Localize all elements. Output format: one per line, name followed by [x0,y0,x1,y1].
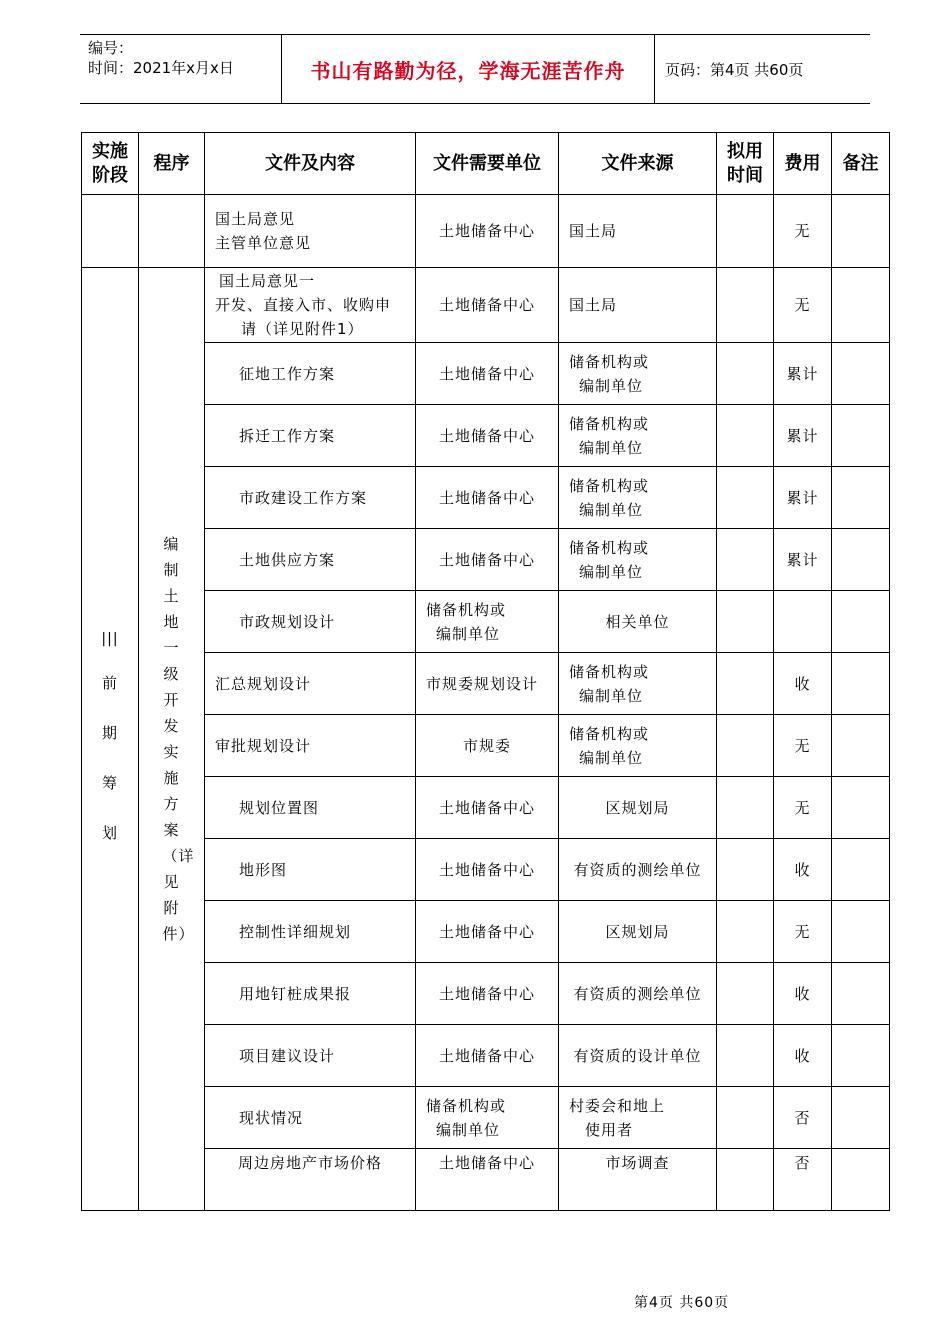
unit-cell: 土地储备中心 [416,1025,559,1087]
unit-cell: 储备机构或 编制单位 [416,591,559,653]
time-cell [717,405,774,467]
source-cell: 储备机构或 编制单位 [559,653,717,715]
fee-cell: 无 [774,195,832,268]
fee-cell: 累计 [774,343,832,405]
fee-cell: 收 [774,653,832,715]
time-cell [717,839,774,901]
header-unit: 文件需要单位 [416,133,559,195]
fee-cell: 无 [774,777,832,839]
program-label: 编制土地一级开发实施方案（详见附件） [162,535,195,943]
content-cell: 现状情况 [205,1087,416,1149]
header-motto: 书山有路勤为径，学海无涯苦作舟 [281,35,655,103]
header-note: 备注 [832,133,890,195]
unit-cell: 土地储备中心 [416,529,559,591]
note-cell [832,777,890,839]
fee-cell: 收 [774,963,832,1025]
note-cell [832,591,890,653]
unit-cell: 土地储备中心 [416,268,559,343]
fee-cell: 否 [774,1087,832,1149]
fee-cell: 无 [774,901,832,963]
source-cell: 储备机构或 编制单位 [559,405,717,467]
content-cell: 拆迁工作方案 [205,405,416,467]
content-cell: 征地工作方案 [205,343,416,405]
source-cell: 区规划局 [559,901,717,963]
source-cell: 村委会和地上 使用者 [559,1087,717,1149]
time-cell [717,268,774,343]
source-cell: 相关单位 [559,591,717,653]
note-cell [832,653,890,715]
source-cell: 国土局 [559,268,717,343]
page-footer: 第4页 共60页 [634,1295,730,1311]
content-cell: 土地供应方案 [205,529,416,591]
unit-cell: 市规委规划设计 [416,653,559,715]
table-row [82,195,890,268]
time-cell [717,715,774,777]
fee-cell: 否 [774,1149,832,1211]
time-cell [717,901,774,963]
program-cell-empty [139,195,205,268]
source-cell: 区规划局 [559,777,717,839]
content-cell: 周边房地产市场价格 [205,1149,416,1211]
note-cell [832,268,890,343]
unit-cell: 土地储备中心 [416,405,559,467]
time-label: 时间：2021年x月x日 [88,59,234,77]
content-cell: 项目建议设计 [205,1025,416,1087]
time-cell [717,195,774,268]
note-cell [832,195,890,268]
header-program: 程序 [139,133,205,195]
fee-cell: 累计 [774,405,832,467]
content-cell: 地形图 [205,839,416,901]
source-cell: 储备机构或 编制单位 [559,467,717,529]
unit-cell: 土地储备中心 [416,195,559,268]
unit-cell: 土地储备中心 [416,963,559,1025]
unit-cell: 土地储备中心 [416,839,559,901]
time-cell [717,467,774,529]
source-cell: 储备机构或 编制单位 [559,343,717,405]
fee-cell [774,591,832,653]
header-fee: 费用 [774,133,832,195]
source-cell: 有资质的测绘单位 [559,963,717,1025]
stage-cell [82,268,139,1211]
source-cell: 储备机构或 编制单位 [559,529,717,591]
content-cell: 国土局意见一 开发、直接入市、收购申 请（详见附件1） [205,268,416,343]
source-cell: 国土局 [559,195,717,268]
note-cell [832,963,890,1025]
note-cell [832,529,890,591]
note-cell [832,901,890,963]
time-cell [717,1149,774,1211]
note-cell [832,467,890,529]
page-header [80,34,870,104]
content-cell: 国土局意见 主管单位意见 [205,195,416,268]
unit-cell: 土地储备中心 [416,467,559,529]
fee-cell: 收 [774,839,832,901]
unit-cell: 土地储备中心 [416,777,559,839]
document-table [81,132,890,1211]
source-cell: 市场调查 [559,1149,717,1211]
content-cell: 市政规划设计 [205,591,416,653]
header-meta [80,35,280,103]
header-content: 文件及内容 [205,133,416,195]
time-cell [717,529,774,591]
note-cell [832,839,890,901]
fee-cell: 无 [774,715,832,777]
header-time: 拟用时间 [717,133,774,195]
time-cell [717,777,774,839]
content-cell: 汇总规划设计 [205,653,416,715]
content-cell: 规划位置图 [205,777,416,839]
unit-cell: 土地储备中心 [416,343,559,405]
unit-cell: 土地储备中心 [416,901,559,963]
time-cell [717,591,774,653]
table-header-row [82,133,890,195]
content-cell: 市政建设工作方案 [205,467,416,529]
table-row [82,268,890,343]
header-source: 文件来源 [559,133,717,195]
fee-cell: 无 [774,268,832,343]
content-cell: 用地钉桩成果报 [205,963,416,1025]
note-cell [832,343,890,405]
unit-cell: 土地储备中心 [416,1149,559,1211]
fee-cell: 累计 [774,529,832,591]
source-cell: 储备机构或 编制单位 [559,715,717,777]
source-cell: 有资质的测绘单位 [559,839,717,901]
time-cell [717,653,774,715]
note-cell [832,405,890,467]
stage-cell-empty [82,195,139,268]
time-cell [717,963,774,1025]
number-label: 编号： [88,39,134,57]
unit-cell: 储备机构或 编制单位 [416,1087,559,1149]
note-cell [832,1149,890,1211]
fee-cell: 收 [774,1025,832,1087]
time-cell [717,1025,774,1087]
header-stage: 实施阶段 [82,133,139,195]
program-cell [139,268,205,1211]
content-cell: 审批规划设计 [205,715,416,777]
note-cell [832,1025,890,1087]
stage-label: ||| 前 期 筹 划 [101,631,119,842]
content-cell: 控制性详细规划 [205,901,416,963]
time-cell [717,1087,774,1149]
fee-cell: 累计 [774,467,832,529]
header-page-info: 页码：第4页 共60页 [665,60,804,79]
unit-cell: 市规委 [416,715,559,777]
source-cell: 有资质的设计单位 [559,1025,717,1087]
note-cell [832,1087,890,1149]
time-cell [717,343,774,405]
note-cell [832,715,890,777]
